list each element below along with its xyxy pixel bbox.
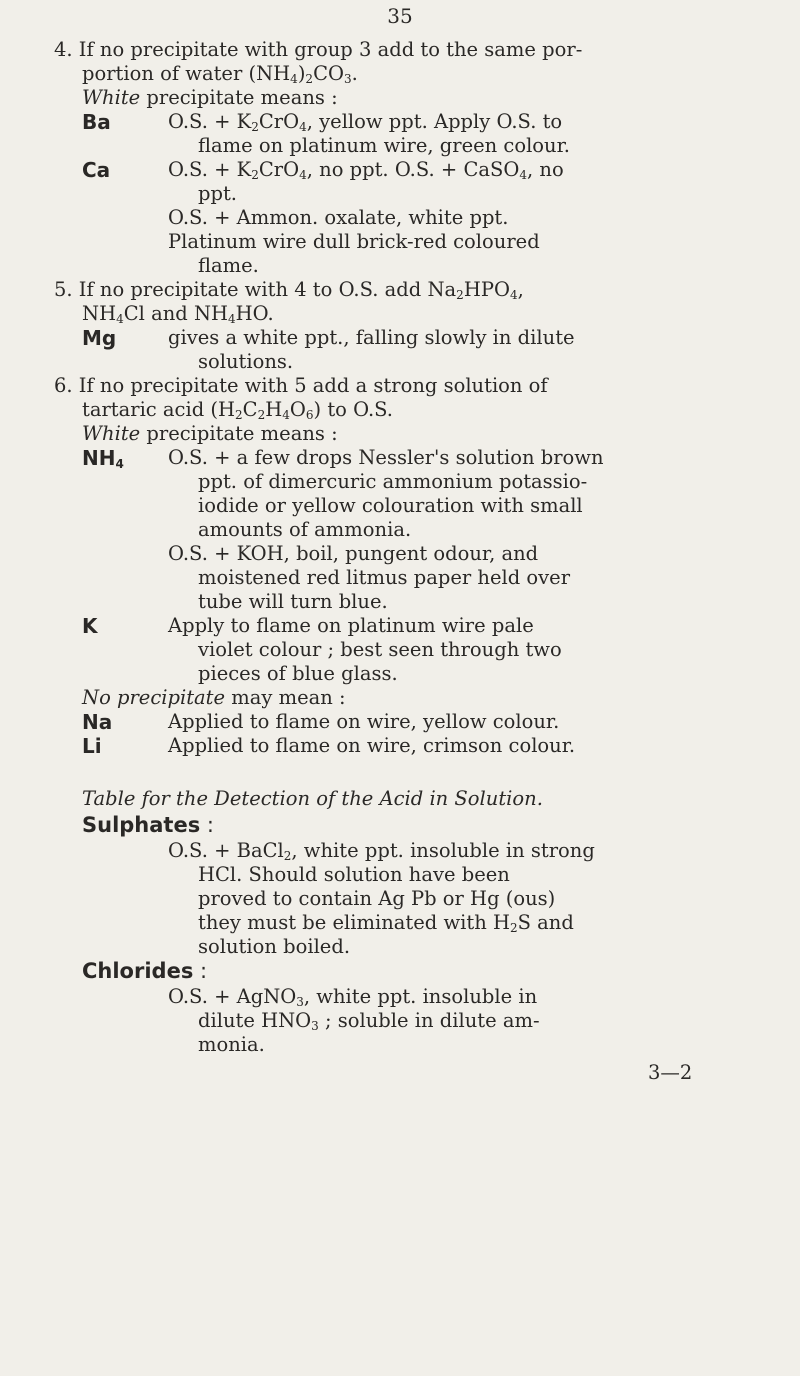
nh4-line-3: iodide or yellow colouration with small — [198, 494, 583, 517]
item-4-line-2: portion of water $(NH_4)_2CO_3$. — [82, 62, 358, 86]
page-number: 35 — [387, 4, 413, 28]
nh4-line-7: tube will turn blue. — [198, 590, 388, 613]
li-line: Applied to flame on wire, crimson colour. — [168, 734, 576, 757]
ca-line-1: O.S. + $K_2CrO_4$, no ppt. O.S. + CaSO$_4$, no — [168, 158, 564, 182]
sulphates-line-5: solution boiled. — [198, 935, 351, 958]
item-5-line-1: 5. If no precipitate with 4 to O.S. add $Na_2HPO_4$, — [54, 278, 524, 302]
no-precipitate-heading: No precipitate may mean : — [82, 686, 346, 709]
label-ca: Ca — [82, 158, 111, 182]
chlorides-line-1: O.S. + AgNO$_3$, white ppt. insoluble in — [168, 985, 538, 1009]
label-k: K — [82, 614, 98, 638]
mg-line-1: gives a white ppt., falling slowly in dilute — [168, 326, 575, 349]
label-li: Li — [82, 734, 102, 758]
item-6-line-1: 6. If no precipitate with 5 add a strong solution of — [54, 374, 548, 397]
label-na: Na — [82, 710, 113, 734]
chlorides-line-2: dilute $HNO_3$ ; soluble in dilute am- — [198, 1009, 540, 1033]
sulphates-line-3: proved to contain Ag Pb or Hg (ous) — [198, 887, 556, 910]
item-5-line-2: $NH_4Cl$ and $NH_4HO$. — [82, 302, 274, 326]
k-line-3: pieces of blue glass. — [198, 662, 398, 685]
ca-line-3: O.S. + Ammon. oxalate, white ppt. — [168, 206, 509, 229]
ba-line-2: flame on platinum wire, green colour. — [198, 134, 570, 157]
ca-line-4: Platinum wire dull brick-red coloured — [168, 230, 540, 253]
white-precipitate-heading-2: White precipitate means : — [82, 422, 338, 445]
nh4-line-4: amounts of ammonia. — [198, 518, 412, 541]
label-mg: Mg — [82, 326, 117, 350]
sulphates-line-1: O.S. + BaCl$_2$, white ppt. insoluble in strong — [168, 839, 595, 863]
white-precipitate-heading: White precipitate means : — [82, 86, 338, 109]
item-4-line-1: 4. If no precipitate with group 3 add to the same por- — [54, 38, 583, 61]
label-ba: Ba — [82, 110, 111, 134]
ca-line-5: flame. — [198, 254, 259, 277]
nh4-line-6: moistened red litmus paper held over — [198, 566, 571, 589]
sulphates-heading: Sulphates : — [82, 813, 214, 837]
k-line-2: violet colour ; best seen through two — [198, 638, 562, 661]
na-line: Applied to flame on wire, yellow colour. — [168, 710, 560, 733]
ca-line-2: ppt. — [198, 182, 237, 205]
mg-line-2: solutions. — [198, 350, 294, 373]
nh4-line-1: O.S. + a few drops Nessler's solution brown — [168, 446, 604, 469]
chlorides-line-3: monia. — [198, 1033, 265, 1056]
nh4-line-2: ppt. of dimercuric ammonium potassio- — [198, 470, 588, 493]
k-line-1: Apply to flame on platinum wire pale — [168, 614, 534, 637]
ba-line-1: O.S. + $K_2CrO_4$, yellow ppt. Apply O.S. to — [168, 110, 563, 134]
acid-table-title: Table for the Detection of the Acid in Solution. — [82, 787, 543, 810]
label-nh4: $NH_4$ — [82, 446, 124, 471]
signature-mark: 3—2 — [648, 1061, 693, 1084]
sulphates-line-2: HCl. Should solution have been — [198, 863, 510, 886]
item-6-line-2: tartaric acid $(H_2C_2H_4O_6)$ to O.S. — [82, 398, 394, 422]
sulphates-line-4: they must be eliminated with $H_2S$ and — [198, 911, 574, 935]
chlorides-heading: Chlorides : — [82, 959, 208, 983]
nh4-line-5: O.S. + KOH, boil, pungent odour, and — [168, 542, 539, 565]
